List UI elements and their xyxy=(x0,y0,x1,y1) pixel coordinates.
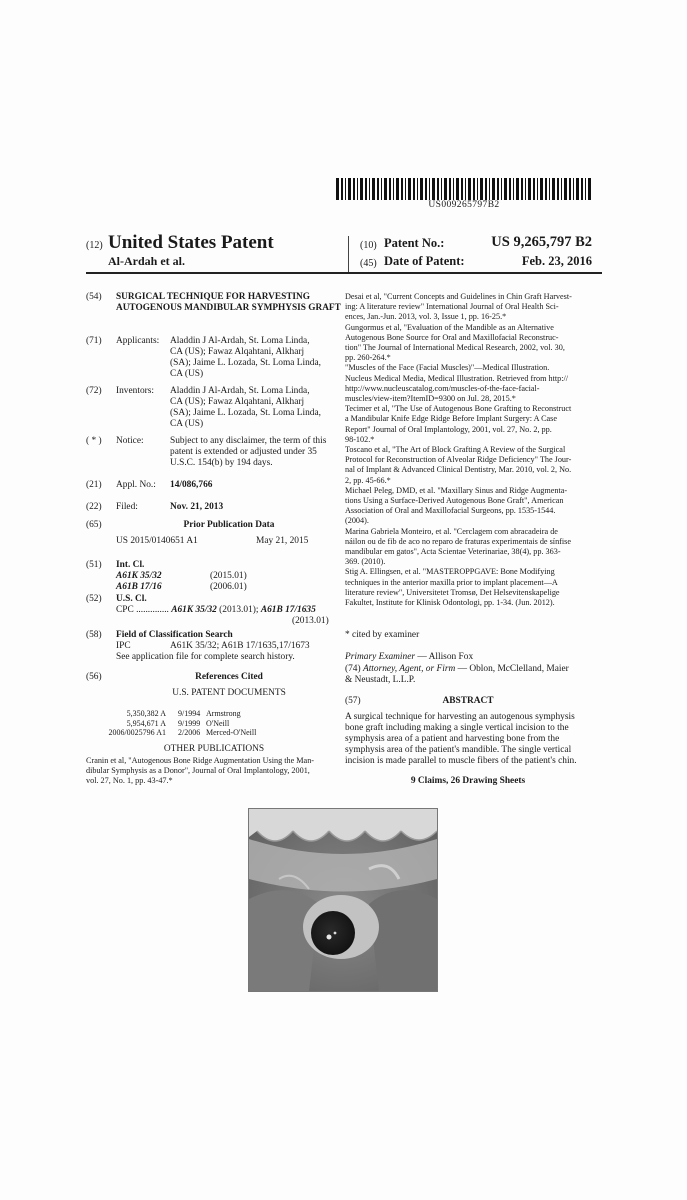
date-of-patent: Feb. 23, 2016 xyxy=(521,254,592,268)
barcode-bar xyxy=(477,178,478,200)
patent-number: US 9,265,797 B2 xyxy=(491,234,592,250)
inventors-line-4: CA (US) xyxy=(170,419,204,429)
barcode-bar xyxy=(441,178,442,200)
left-publication-line-3: vol. 27, No. 1, pp. 43-47.* xyxy=(86,776,173,785)
applicants-line-2: CA (US); Fawaz Alqahtani, Alkharj xyxy=(170,347,305,357)
barcode-bar xyxy=(497,178,499,200)
attorney-line-2: & Neustadt, L.L.P. xyxy=(345,675,416,685)
attorney-code: (74) xyxy=(345,664,361,674)
publication-line: 98-102.* xyxy=(345,434,375,444)
barcode-bar xyxy=(413,178,415,200)
barcode-bar xyxy=(432,178,435,200)
barcode-bar xyxy=(573,178,574,200)
inventors-line-1: Aladdin J Al-Ardah, St. Loma Linda, xyxy=(170,386,310,396)
barcode-bar xyxy=(381,178,382,200)
barcode-bar xyxy=(396,178,399,200)
publication-line: Protocol for Reconstruction of Alveolar Ridge Deficiency" The Jour- xyxy=(345,455,572,465)
publication-line: ing: A literature review" International Journal of Oral Health Sci- xyxy=(345,302,559,312)
applicants-line-3: (SA); Jaime L. Lozada, St. Loma Linda, xyxy=(170,358,322,368)
abstract-heading: ABSTRACT xyxy=(442,696,494,706)
notice-line-2: patent is extended or adjusted under 35 xyxy=(170,447,317,457)
claims-and-drawing-sheets: 9 Claims, 26 Drawing Sheets xyxy=(410,776,526,786)
ipc-label: IPC xyxy=(116,641,131,651)
document-name: Merced-O'Neill xyxy=(206,728,257,737)
inventors-line-2: CA (US); Fawaz Alqahtani, Alkharj xyxy=(170,397,305,407)
filed-code: (22) xyxy=(86,502,102,512)
field-code: (58) xyxy=(86,630,102,640)
barcode-bar xyxy=(357,178,358,200)
barcode-bar xyxy=(576,178,579,200)
inventors-label: Inventors: xyxy=(116,386,155,396)
notice-label: Notice: xyxy=(116,436,144,446)
abstract-heading-row xyxy=(345,696,591,708)
code-45: (45) xyxy=(360,258,377,269)
us-cl-field xyxy=(86,594,342,628)
cpc-line xyxy=(116,605,342,616)
prior-code: (65) xyxy=(86,520,102,530)
barcode-bar xyxy=(353,178,355,200)
title-field xyxy=(86,292,342,326)
barcode-number: US009265797B2 xyxy=(428,200,500,210)
document-number: 2006/0025796 A1 xyxy=(108,728,166,737)
barcode-bar xyxy=(336,178,339,200)
barcode-bar xyxy=(461,178,463,200)
publication-line: literature review", Universitetet Tromsø, Det Helsevitenskapelige xyxy=(345,587,560,597)
intcl-code: (51) xyxy=(86,560,102,570)
abstract-line-3: symphysis area of a patient and harvesting bone from the xyxy=(345,734,560,744)
publication-line: pp. 260-264.* xyxy=(345,353,391,363)
title-code: (54) xyxy=(86,292,102,302)
date-of-patent-label: Date of Patent: xyxy=(384,254,465,268)
us-patent-documents-heading: U.S. PATENT DOCUMENTS xyxy=(172,688,286,698)
left-publication-line-2: dibular Symphysis as a Donor", Journal of Oral Implantology, 2001, xyxy=(86,766,310,775)
intcl-class-2-version: (2006.01) xyxy=(210,582,247,592)
us-patent-document-row xyxy=(86,728,342,738)
left-publication-line-1: Cranin et al, "Autogenous Bone Ridge Augmentation Using the Man- xyxy=(86,756,315,765)
abstract-line-5: incision is made parallel to muscle fibers of the patient's chin. xyxy=(345,756,577,766)
barcode-bar xyxy=(557,178,559,200)
references-cited-heading: References Cited xyxy=(195,672,263,682)
publication-line: (2004). xyxy=(345,516,369,526)
barcode-bar xyxy=(528,178,531,200)
publication-line: tions Using a Surface-Derived Autogenous Bone Graft", American xyxy=(345,496,564,505)
intcl-class-1: A61K 35/32 xyxy=(116,571,162,581)
applicants-field xyxy=(86,336,342,382)
barcode-bar xyxy=(549,178,550,200)
publication-line: Michael Peleg, DMD, et al. "Maxillary Sinus and Ridge Augmenta- xyxy=(345,485,568,495)
barcode-bar xyxy=(429,178,430,200)
refs-code: (56) xyxy=(86,672,102,682)
document-date: 9/1999 xyxy=(178,718,201,728)
barcode-bar xyxy=(525,178,526,200)
document-name: O'Neill xyxy=(206,718,230,728)
us-patent-document-row xyxy=(86,719,342,729)
publication-line: Toscano et al, "The Art of Block Grafting A Review of the Surgical xyxy=(345,445,566,454)
barcode-bar xyxy=(389,178,391,200)
barcode-bar xyxy=(581,178,583,200)
barcode-bar xyxy=(561,178,562,200)
publication-line: techniques in the anterior maxilla prior to implant placement—A xyxy=(345,577,558,587)
barcode-bar xyxy=(449,178,451,200)
barcode-bar xyxy=(360,178,363,200)
filed-field xyxy=(86,502,342,514)
document-date: 2/2006 xyxy=(178,728,201,737)
header-divider xyxy=(348,236,349,272)
barcode-bar xyxy=(341,178,343,200)
barcode-bar xyxy=(485,178,487,200)
applicants-line-1: Aladdin J Al-Ardah, St. Loma Linda, xyxy=(170,336,310,346)
barcode-bar xyxy=(564,178,567,200)
publication-line: Stig A. Ellingsen, et al. "MASTEROPPGAVE: Bone Modifying xyxy=(345,567,555,577)
appl-label: Appl. No.: xyxy=(116,480,156,490)
barcode-bar xyxy=(473,178,475,200)
publication-line: Marina Gabriela Monteiro, et al. "Cerclagem com abracadeira de xyxy=(345,526,558,536)
header-rule xyxy=(86,272,602,274)
filed-label: Filed: xyxy=(116,502,138,512)
barcode-bar xyxy=(437,178,439,200)
see-application-file: See application file for complete search history. xyxy=(116,652,295,662)
barcode-bar xyxy=(504,178,507,200)
prior-publication-heading: Prior Publication Data xyxy=(183,520,275,530)
barcode-bar xyxy=(588,178,591,200)
barcode-bar xyxy=(401,178,403,200)
document-number: 5,350,382 A xyxy=(126,709,166,718)
publication-line: mandibular em gatos", Acta Scientae Veterinariae, 38(4), pp. 363- xyxy=(345,547,561,556)
document-number: 5,954,671 A xyxy=(126,718,166,728)
primary-examiner-name: — Allison Fox xyxy=(417,652,474,662)
barcode-bar xyxy=(489,178,490,200)
inventors-line-3: (SA); Jaime L. Lozada, St. Loma Linda, xyxy=(170,408,322,418)
barcode-bar xyxy=(444,178,447,200)
filed-date: Nov. 21, 2013 xyxy=(170,502,224,512)
publication-line: Desai et al, "Current Concepts and Guidelines in Chin Graft Harvest- xyxy=(345,292,572,301)
publication-line: Gungormus et al, "Evaluation of the Mandible as an Alternative xyxy=(345,322,554,332)
inventors-field xyxy=(86,386,342,432)
field-of-search xyxy=(86,630,342,664)
barcode-bar xyxy=(417,178,418,200)
abstract-line-4: symphysis area of the patient's mandible. The single vertical xyxy=(345,745,572,755)
barcode-bar xyxy=(393,178,394,200)
primary-examiner-label: Primary Examiner xyxy=(345,652,416,662)
notice-field xyxy=(86,436,342,472)
other-publications-heading: OTHER PUBLICATIONS xyxy=(163,744,265,754)
cpc-class-2: A61B 17/1635 xyxy=(260,605,316,615)
field-label: Field of Classification Search xyxy=(116,630,233,640)
cpc-class-2-version: (2013.01) xyxy=(292,616,329,626)
prior-publication-field xyxy=(86,520,342,548)
notice-code: ( * ) xyxy=(86,436,102,446)
publication-line: Tecimer et al, "The Use of Autogenous Bone Grafting to Reconstruct xyxy=(345,404,572,414)
barcode-bar xyxy=(585,178,586,200)
application-number-field xyxy=(86,480,342,492)
publication-line: 369. (2010). xyxy=(345,557,386,567)
barcode-bar xyxy=(501,178,502,200)
publication-line: a Mandibular Knife Edge Ridge Before Implant Surgery: A Case xyxy=(345,414,557,424)
barcode-bar xyxy=(509,178,511,200)
int-cl-field xyxy=(86,560,342,594)
barcode-bar xyxy=(425,178,427,200)
attorney-label: Attorney, Agent, or Firm xyxy=(362,664,456,674)
application-number: 14/086,766 xyxy=(170,480,213,490)
invention-title: SURGICAL TECHNIQUE FOR HARVESTING AUTOGENOUS MANDIBULAR SYMPHYSIS GRAFT xyxy=(116,292,341,313)
publication-line: Association of Oral and Maxillofacial Surgeons, pp. 1535-1544. xyxy=(345,506,556,516)
applicants-line-4: CA (US) xyxy=(170,369,204,379)
surgical-photograph xyxy=(248,808,438,992)
applicants-label: Applicants: xyxy=(116,336,160,346)
notice-line-1: Subject to any disclaimer, the term of this xyxy=(170,436,327,446)
barcode-bar xyxy=(372,178,375,200)
barcode-bar xyxy=(405,178,406,200)
document-date: 9/1994 xyxy=(178,709,201,718)
uscl-code: (52) xyxy=(86,594,102,604)
barcode-bar xyxy=(369,178,370,200)
ipc-value: A61K 35/32; A61B 17/1635,17/1673 xyxy=(170,641,310,651)
document-name: Armstrong xyxy=(206,709,241,718)
barcode-bar xyxy=(492,178,495,200)
publication-line: Nucleus Medical Media, Medical Illustration. Retrieved from http:// xyxy=(345,373,569,383)
publication-line: ences, Jan.-Jun. 2013, vol. 3, Issue 1, pp. 16-25.* xyxy=(345,312,507,322)
publication-line: náilon ou de fib de aco no reparo de fraturas experimentais de sínfise xyxy=(345,536,571,546)
publication-line: Fakultet, Institute for Klinisk Odontologi, pp. 1-34. (Jun. 2012). xyxy=(345,598,555,607)
us-patent-document-row xyxy=(86,709,342,719)
barcode-bar xyxy=(552,178,555,200)
prior-publication-date: May 21, 2015 xyxy=(256,536,309,546)
abstract-line-1: A surgical technique for harvesting an autogenous symphysis xyxy=(345,712,575,722)
abstract-code: (57) xyxy=(345,696,361,706)
publication-line: http://www.nucleuscatalog.com/muscles-of-the-face-facial- xyxy=(345,383,540,393)
barcode-bar xyxy=(365,178,367,200)
intcl-class-2: A61B 17/16 xyxy=(116,582,162,592)
barcode-bar xyxy=(516,178,519,200)
notice-line-3: U.S.C. 154(b) by 194 days. xyxy=(170,458,273,468)
inventors-code: (72) xyxy=(86,386,102,396)
barcode-bar xyxy=(545,178,547,200)
prior-publication-number: US 2015/0140651 A1 xyxy=(116,536,198,546)
publication-line: "Muscles of the Face (Facial Muscles)"—Medical Illustration. xyxy=(345,363,550,373)
attorney-line-1: — Oblon, McClelland, Maier xyxy=(457,664,569,674)
barcode-bar xyxy=(480,178,483,200)
barcode-bar xyxy=(569,178,571,200)
attorney xyxy=(345,664,591,675)
publication-line: muscles/view-item?ItemID=9300 on Jul. 28, 2015.* xyxy=(345,394,516,403)
barcode-bar xyxy=(540,178,543,200)
barcode-bar xyxy=(384,178,387,200)
document-type: United States Patent xyxy=(108,232,274,253)
uscl-label: U.S. Cl. xyxy=(116,594,147,604)
barcode-bar xyxy=(537,178,538,200)
primary-examiner xyxy=(345,652,591,663)
applicants-code: (71) xyxy=(86,336,102,346)
cpc-class-1: A61K 35/32 xyxy=(171,605,217,615)
barcode-bar xyxy=(348,178,351,200)
cited-by-examiner: * cited by examiner xyxy=(345,630,420,640)
publication-line: nal of Implant & Advanced Clinical Dentistry, Mar. 2010, vol. 2, No. xyxy=(345,465,572,475)
barcode-bar xyxy=(465,178,466,200)
references-cited-heading-row xyxy=(86,672,342,684)
intcl-class-1-version: (2015.01) xyxy=(210,571,247,581)
barcode-bar xyxy=(513,178,514,200)
barcode-bar xyxy=(456,178,459,200)
abstract-line-2: bone graft including making a single vertical incision to the xyxy=(345,723,569,733)
barcode-bar xyxy=(377,178,379,200)
barcode-bar xyxy=(345,178,346,200)
barcode-bar xyxy=(453,178,454,200)
cpc-class-1-version: (2013.01); xyxy=(219,605,259,615)
publication-line: tion" The Journal of International Medical Research, 2002, vol. 30, xyxy=(345,343,565,352)
photograph-illustration xyxy=(249,809,437,991)
publication-line: 2, pp. 45-66.* xyxy=(345,475,391,485)
intcl-label: Int. Cl. xyxy=(116,560,145,570)
barcode-bar xyxy=(420,178,423,200)
inventors-short: Al-Ardah et al. xyxy=(108,254,185,268)
cpc-label: CPC .............. xyxy=(116,605,169,615)
publication-line: Autogenous Bone Source for Oral and Maxillofacial Reconstruc- xyxy=(345,332,559,342)
barcode-bar xyxy=(408,178,411,200)
barcode-bar xyxy=(521,178,523,200)
patent-number-label: Patent No.: xyxy=(384,236,445,250)
publication-line: Report" Journal of Oral Implantology, 2001, vol. 27, No. 2, pp. xyxy=(345,424,552,434)
code-10: (10) xyxy=(360,240,377,251)
barcode-bar xyxy=(468,178,471,200)
barcode-bar xyxy=(533,178,535,200)
appl-code: (21) xyxy=(86,480,102,490)
code-12: (12) xyxy=(86,240,103,251)
